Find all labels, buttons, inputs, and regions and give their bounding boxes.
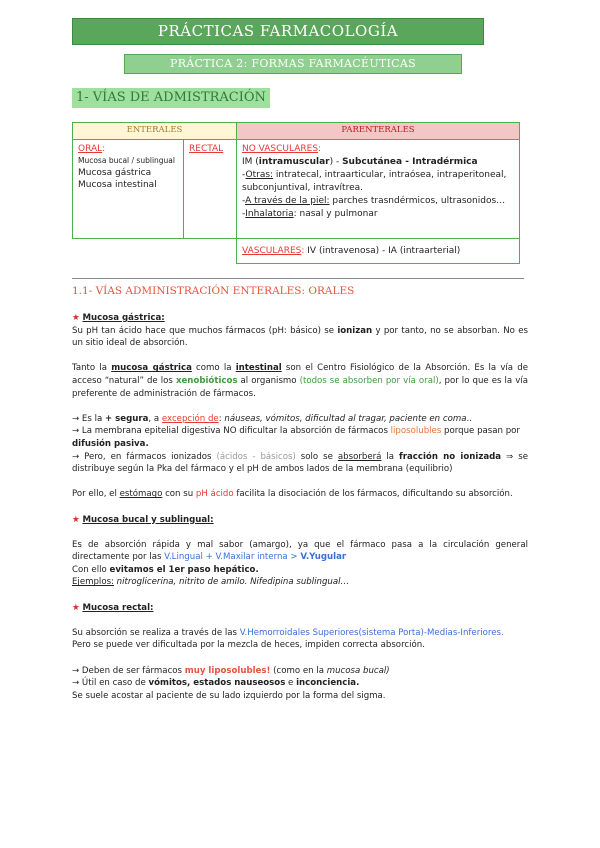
text: vómitos, estados nauseosos xyxy=(148,678,286,689)
no-vasc-colon: : xyxy=(318,144,322,154)
text: (todos se absorben por vía oral) xyxy=(299,375,439,386)
text: (ácidos - básicos) xyxy=(216,451,296,462)
text: Tanto la xyxy=(72,363,112,374)
piel-dash: - xyxy=(242,196,246,206)
no-vasculares-cell xyxy=(237,140,520,239)
text: .. xyxy=(466,413,472,424)
paragraph xyxy=(72,539,528,564)
text: porque pasan por xyxy=(441,426,520,437)
text: ⇒ se distribuye según la Pka del fármaco y el pH de ambos lados de la membrana (equilibrio) xyxy=(72,451,528,475)
text: inconciencia. xyxy=(296,678,360,689)
text: muy liposolubles! xyxy=(184,665,271,676)
text: → Es la xyxy=(72,413,105,424)
piel-text: parches trasndérmicos, ultrasonidos… xyxy=(329,196,506,206)
paragraph: Pero se puede ver dificultada por la mezcla de heces, impiden correcta absorción. xyxy=(72,640,425,651)
text: mucosa bucal) xyxy=(326,665,390,676)
otras-text: intratecal, intraarticular, intraósea, intraperitoneal, subconjuntival, intravítrea. xyxy=(242,170,507,193)
dash: - xyxy=(402,157,413,167)
text: absorberá xyxy=(337,451,382,462)
text: → Útil en caso de xyxy=(72,678,149,689)
text: la xyxy=(381,451,400,462)
section-heading-vias: 1- VÍAS DE ADMISTRACIÓN xyxy=(72,88,270,108)
text: + segura xyxy=(104,413,149,424)
text: como la xyxy=(191,363,236,374)
text: → Deben de ser fármacos xyxy=(72,665,185,676)
text: fracción no ionizada xyxy=(399,451,502,462)
text: e xyxy=(285,678,297,689)
intradermica: Intradérmica xyxy=(412,157,478,167)
star-icon: ★ xyxy=(72,602,80,613)
vasculares-cell xyxy=(237,239,520,264)
routes-table xyxy=(72,122,520,264)
text: liposolubles xyxy=(390,426,442,437)
paragraph xyxy=(72,488,528,501)
text: facilita la disociación de los fármacos, dificultando su absorción. xyxy=(233,489,513,500)
text: : xyxy=(218,413,225,424)
text: → La membrana epitelial digestiva NO dificultar la absorción de fármacos xyxy=(72,426,391,437)
text: mucosa gástrica xyxy=(111,363,192,374)
content-body xyxy=(72,312,528,702)
bullet xyxy=(72,451,528,476)
oral-colon: : xyxy=(102,144,106,154)
otras-dash: - xyxy=(242,170,246,180)
text: Su pH tan ácido hace que muchos fármacos (pH: básico) se xyxy=(72,325,338,336)
header-parenterales: PARENTERALES xyxy=(237,123,520,140)
section-heading-enterales: 1.1- VÍAS ADMINISTRACIÓN ENTERALES: ORALES xyxy=(72,285,355,297)
text: estómago xyxy=(119,489,163,500)
im-mid: ) - xyxy=(329,157,343,167)
oral-item: Mucosa intestinal xyxy=(78,180,157,190)
empty-cell xyxy=(73,239,237,264)
im-prefix: IM ( xyxy=(242,157,259,167)
inhal-dash: - xyxy=(242,209,246,219)
vasc-colon: : xyxy=(301,246,305,256)
gastrica-heading: Mucosa gástrica: xyxy=(82,313,165,323)
star-icon: ★ xyxy=(72,514,80,525)
text: Con ello xyxy=(72,564,110,575)
text: Su absorción se realiza a través de las xyxy=(72,627,240,638)
oral-item: Mucosa gástrica xyxy=(78,168,152,178)
text: xenobióticos xyxy=(175,375,238,386)
bullet xyxy=(72,413,528,426)
text: V.Hemorroidales Superiores(sistema Porta)-Medias-Inferiores. xyxy=(239,627,504,638)
text: difusión pasiva. xyxy=(72,438,149,449)
text: V.Lingual + V.Maxilar interna > xyxy=(164,552,301,563)
no-vasc-label: NO VASCULARES xyxy=(242,144,319,154)
text: , por lo que es la vía preferente de administración de fármacos. xyxy=(72,375,528,399)
text: son el Centro Fisiológico de la Absorción. Es la vía de acceso “natural” de los xyxy=(72,363,528,386)
paragraph xyxy=(72,576,528,589)
text: , a xyxy=(148,413,162,424)
text: solo se xyxy=(295,451,338,462)
text: intestinal xyxy=(235,363,282,374)
inhal-label: Inhalatoria xyxy=(245,209,294,219)
vasc-label: VASCULARES xyxy=(242,246,302,256)
paragraph xyxy=(72,362,528,400)
bucal-heading: Mucosa bucal y sublingual: xyxy=(82,514,214,525)
paragraph: Se suele acostar al paciente de su lado izquierdo por la forma del sigma. xyxy=(72,690,386,701)
text: ionizan xyxy=(337,325,373,336)
header-enterales: ENTERALES xyxy=(73,123,237,140)
text: excepción de xyxy=(161,413,219,424)
text: y por tanto, no se absorban. No es un sitio ideal de absorción. xyxy=(72,325,528,349)
rectal-cell xyxy=(184,140,237,239)
text: nitroglicerina, nitrito de amilo. Nifedipina sublingual… xyxy=(113,577,350,588)
text: Por ello, el xyxy=(72,489,120,500)
oral-cell xyxy=(73,140,184,239)
bullet xyxy=(72,425,528,450)
vasc-text: IV (intravenosa) - IA (intraarterial) xyxy=(304,246,461,256)
divider xyxy=(72,278,524,279)
page-title: PRÁCTICAS FARMACOLOGÍA xyxy=(72,18,484,45)
text: evitamos el 1er paso hepático. xyxy=(109,564,259,575)
rectal-heading: Mucosa rectal: xyxy=(82,602,154,613)
inhal-text: : nasal y pulmonar xyxy=(293,209,378,219)
star-icon: ★ xyxy=(72,313,80,323)
oral-item: Mucosa bucal / sublingual xyxy=(78,156,175,165)
bullet xyxy=(72,677,528,690)
bullet xyxy=(72,665,528,678)
text: → Pero, en fármacos ionizados xyxy=(72,451,217,462)
text: al organismo xyxy=(237,375,300,386)
paragraph xyxy=(72,627,528,640)
paragraph xyxy=(72,564,528,577)
paragraph xyxy=(72,325,528,350)
page-subtitle: PRÁCTICA 2: FORMAS FARMACÉUTICAS xyxy=(124,54,462,74)
otras-label: Otras: xyxy=(245,170,274,180)
text: pH ácido xyxy=(195,489,234,500)
text: náuseas, vómitos, dificultad al tragar, paciente en coma xyxy=(224,413,467,424)
rectal-label: RECTAL xyxy=(189,144,224,154)
subcutanea: Subcutánea xyxy=(342,157,403,167)
oral-label: ORAL xyxy=(78,144,103,154)
im-bold: intramuscular xyxy=(258,157,330,167)
text: con su xyxy=(162,489,196,500)
text: Es de absorción rápida y mal sabor (amargo), ya que el fármaco pasa a la circulación general directamente por las xyxy=(72,539,528,563)
text: Ejemplos: xyxy=(72,577,114,588)
text: V.Yugular xyxy=(300,552,347,563)
piel-label: A través de la piel: xyxy=(245,196,330,206)
text: (como en la xyxy=(270,665,327,676)
